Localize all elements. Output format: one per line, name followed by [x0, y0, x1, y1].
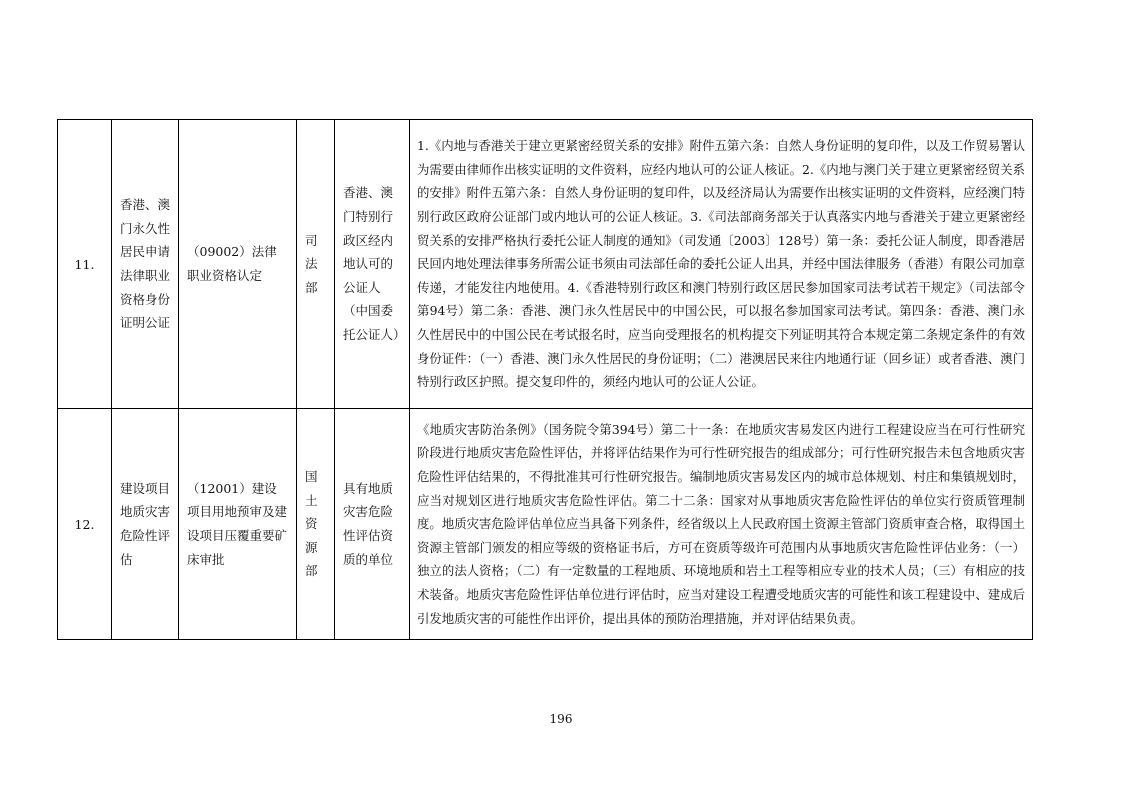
provider-condition-cell: [335, 120, 410, 409]
table-row: [58, 120, 1033, 409]
regulation-table: [57, 119, 1033, 640]
provider-condition: 香港、澳门特别行政区经内地认可的公证人（中国委托公证人）: [343, 185, 406, 342]
provider-condition-cell: [335, 409, 410, 640]
service-name: 香港、澳门永久性居民申请法律职业资格身份证明公证: [120, 197, 171, 331]
legal-basis: 《地质灾害防治条例》（国务院令第394号）第二十一条：在地质灾害易发区内进行工程建设应当在可行性研究阶段进行地质灾害危险性评估，并将评估结果作为可行性研究报告的组成部分；可行性研究报告未包含地质灾害危险性评估结果的，不得批准其可行性研究报告。编制地质灾害易发区内的城市总体规划、村庄和集镇规划时，应当对规划区进行地质灾害危险性评估。第二十二条：国家对从事地质灾害危险性评估的单位实行资质管理制度。地质灾害危险评估单位应当具备下列条件，经省级以上人民政府国土资源主管部门资质审查合格，取得国土资源主管部门颁发的相应等级的资格证书后，方可在资质等级许可范围内从事地质灾害危险性评估业务：（一）独立的法人资格；（二）有一定数量的工程地质、环境地质和岩土工程等相应专业的技术人员；（三）有相应的技术装备。地质灾害危险性评估单位进行评估时，应当对建设工程遭受地质灾害的可能性和该工程建设中、建成后引发地质灾害的可能性作出评价，提出具体的预防治理措施，并对评估结果负责。: [417, 421, 1025, 626]
legal-basis: 1.《内地与香港关于建立更紧密经贸关系的安排》附件五第六条：自然人身份证明的复印件，以及工作贸易署认为需要由律师作出核实证明的文件资料，应经内地认可的公证人核证。2.《内地与澳门关于建立更紧密经贸关系的安排》附件五第六条：自然人身份证明的复印件，以及经济局认为需要作出核实证明的文件资料，应经澳门特别行政区政府公证部门或内地认可的公证人核证。3.《司法部商务部关于认真落实内地与香港关于建立更紧密经贸关系的安排严格执行委托公证人制度的通知》（司发通〔2003〕128号）第一条：委托公证人制度，即香港居民回内地处理法律事务所需公证书须由司法部任命的委托公证人出具，并经中国法律服务（香港）有限公司加章传递，才能发往内地使用。4.《香港特别行政区和澳门特别行政区居民参加国家司法考试若干规定》（司法部令第94号）第二条：香港、澳门永久性居民中的中国公民，可以报名参加国家司法考试。第四条：香港、澳门永久性居民中的中国公民在考试报名时，应当向受理报名的机构提交下列证明其符合本规定第二条规定条件的有效身份证件：（一）香港、澳门永久性居民的身份证明；（二）港澳居民来往内地通行证（回乡证）或者香港、澳门特别行政区护照。提交复印件的，须经内地认可的公证人公证。: [417, 138, 1025, 390]
approval-item: （12001）建设项目用地预审及建设项目压覆重要矿床审批: [187, 480, 288, 567]
provider-condition: 具有地质灾害危险性评估资质的单位: [343, 480, 394, 567]
legal-basis-cell: [410, 409, 1033, 640]
page-number: 196: [549, 712, 573, 726]
service-name-cell: [112, 409, 179, 640]
table-row: [58, 409, 1033, 640]
department: 国土资源部: [305, 469, 318, 579]
approval-item: （09002）法律职业资格认定: [187, 244, 277, 283]
approval-item-cell: [179, 409, 297, 640]
service-name-cell: [112, 120, 179, 409]
department-cell: [297, 409, 335, 640]
approval-item-cell: [179, 120, 297, 409]
service-name: 建设项目地质灾害危险性评估: [120, 480, 171, 567]
legal-basis-cell: [410, 120, 1033, 409]
row-number: 12.: [58, 409, 112, 640]
row-number: 11.: [58, 120, 112, 409]
department-cell: [297, 120, 335, 409]
department: 司法部: [305, 232, 318, 295]
